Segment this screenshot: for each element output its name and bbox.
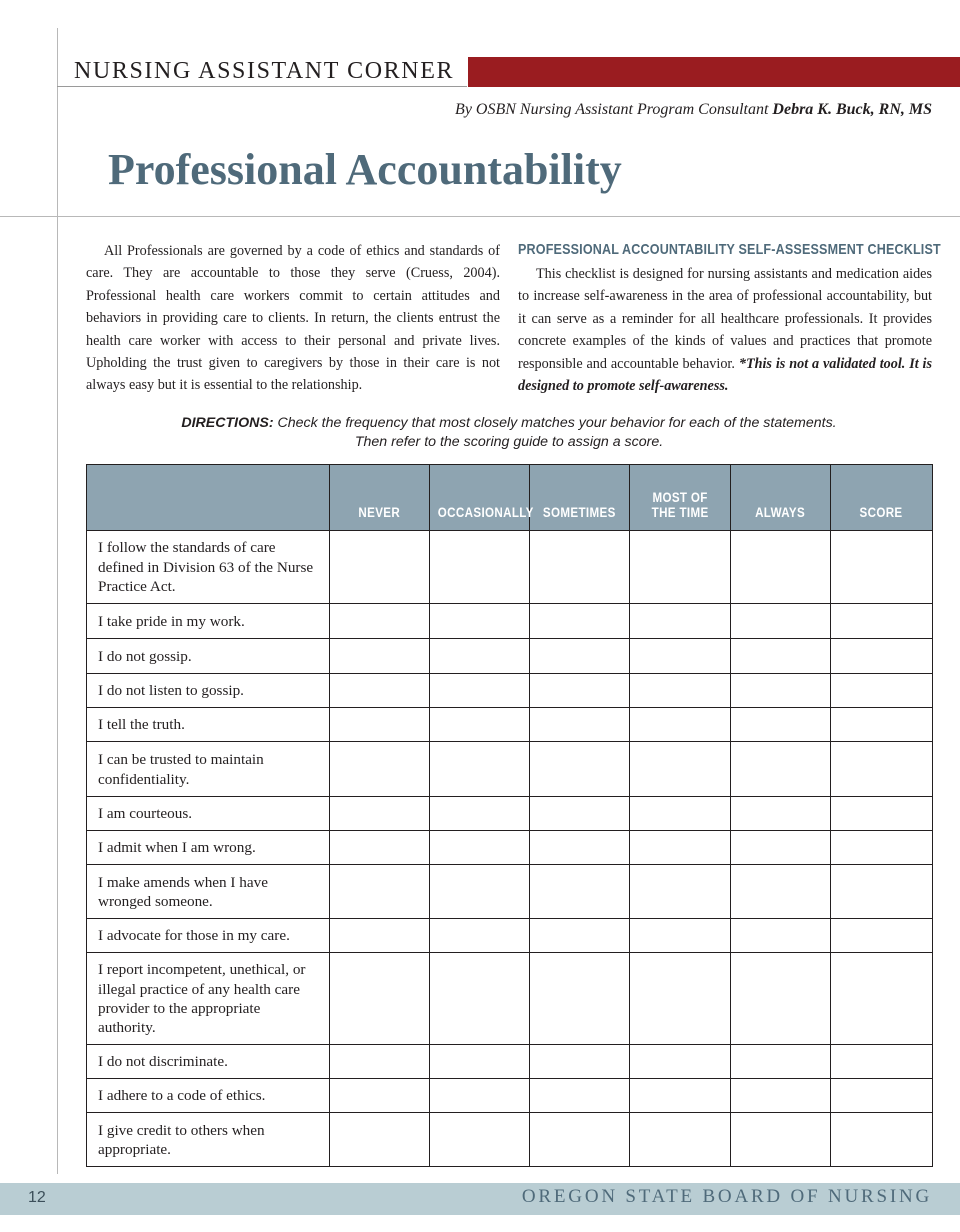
statement-cell: I do not discriminate. <box>87 1045 330 1079</box>
score-cell[interactable] <box>831 1079 933 1113</box>
score-cell[interactable] <box>831 953 933 1045</box>
header-divider <box>0 216 960 217</box>
frequency-cell-never[interactable] <box>330 708 430 742</box>
byline-prefix: By OSBN Nursing Assistant Program Consultant <box>455 101 769 118</box>
table-row <box>87 831 933 865</box>
table-row <box>87 742 933 797</box>
table-row <box>87 604 933 639</box>
frequency-cell-always[interactable] <box>731 953 831 1045</box>
statement-cell: I follow the standards of care defined in Division 63 of the Nurse Practice Act. <box>87 531 330 604</box>
header-score: SCORE <box>831 465 933 531</box>
checklist-description-text: This checklist is designed for nursing assistants and medication aides to increase self-awareness in the area of professional accountability, but it can serve as a reminder for all healthcare professionals. It provides concrete examples of the kinds of values and practices that promote responsible and accountable behavior. <box>518 266 932 372</box>
table-header-row <box>87 465 933 531</box>
directions-label: DIRECTIONS: <box>181 415 274 431</box>
frequency-cell-occasionally[interactable] <box>430 953 530 1045</box>
frequency-cell-never[interactable] <box>330 919 430 953</box>
frequency-cell-never[interactable] <box>330 639 430 674</box>
frequency-cell-always[interactable] <box>731 1079 831 1113</box>
statement-cell: I give credit to others when appropriate. <box>87 1113 330 1167</box>
frequency-cell-most-of-the-time[interactable] <box>630 639 731 674</box>
frequency-cell-never[interactable] <box>330 865 430 919</box>
frequency-cell-never[interactable] <box>330 1079 430 1113</box>
frequency-cell-always[interactable] <box>731 1113 831 1167</box>
frequency-cell-never[interactable] <box>330 831 430 865</box>
statement-cell: I do not gossip. <box>87 639 330 674</box>
frequency-cell-always[interactable] <box>731 639 831 674</box>
organization-name: OREGON STATE BOARD OF NURSING <box>521 1186 932 1207</box>
frequency-cell-occasionally[interactable] <box>430 919 530 953</box>
checklist-disclaimer: *This is not a validated tool. It is designed to promote self-awareness. <box>518 355 933 395</box>
frequency-cell-occasionally[interactable] <box>430 604 530 639</box>
frequency-cell-most-of-the-time[interactable] <box>630 531 731 604</box>
header-never: NEVER <box>330 465 430 531</box>
statement-cell: I am courteous. <box>87 797 330 831</box>
score-cell[interactable] <box>831 1045 933 1079</box>
frequency-cell-never[interactable] <box>330 742 430 797</box>
table-row <box>87 674 933 708</box>
frequency-cell-always[interactable] <box>731 531 831 604</box>
frequency-cell-most-of-the-time[interactable] <box>630 865 731 919</box>
table-row <box>87 639 933 674</box>
frequency-cell-most-of-the-time[interactable] <box>630 674 731 708</box>
section-label-underline <box>57 86 467 87</box>
frequency-cell-always[interactable] <box>731 604 831 639</box>
frequency-cell-sometimes[interactable] <box>530 1113 630 1167</box>
frequency-cell-always[interactable] <box>731 1045 831 1079</box>
frequency-cell-never[interactable] <box>330 1113 430 1167</box>
table-row <box>87 797 933 831</box>
byline <box>455 101 932 119</box>
header-statement-column <box>87 465 330 531</box>
byline-author: Debra K. Buck, RN, MS <box>772 101 932 118</box>
frequency-cell-sometimes[interactable] <box>530 639 630 674</box>
score-cell[interactable] <box>831 831 933 865</box>
self-assessment-table <box>86 464 933 1167</box>
directions <box>86 414 932 452</box>
frequency-cell-occasionally[interactable] <box>430 674 530 708</box>
frequency-cell-sometimes[interactable] <box>530 1079 630 1113</box>
frequency-cell-occasionally[interactable] <box>430 831 530 865</box>
header-sometimes: SOMETIMES <box>530 465 630 531</box>
score-cell[interactable] <box>831 708 933 742</box>
frequency-cell-occasionally[interactable] <box>430 1113 530 1167</box>
statement-cell: I adhere to a code of ethics. <box>87 1079 330 1113</box>
frequency-cell-most-of-the-time[interactable] <box>630 953 731 1045</box>
frequency-cell-always[interactable] <box>731 919 831 953</box>
frequency-cell-most-of-the-time[interactable] <box>630 742 731 797</box>
score-cell[interactable] <box>831 865 933 919</box>
frequency-cell-most-of-the-time[interactable] <box>630 1113 731 1167</box>
statement-cell: I tell the truth. <box>87 708 330 742</box>
score-cell[interactable] <box>831 531 933 604</box>
statement-cell: I take pride in my work. <box>87 604 330 639</box>
checklist-description <box>518 263 932 397</box>
page-title: Professional Accountability <box>108 145 622 194</box>
score-cell[interactable] <box>831 604 933 639</box>
table-row <box>87 1113 933 1167</box>
frequency-cell-always[interactable] <box>731 797 831 831</box>
frequency-cell-always[interactable] <box>731 674 831 708</box>
frequency-cell-sometimes[interactable] <box>530 531 630 604</box>
page-number: 12 <box>28 1189 46 1206</box>
checklist-heading: PROFESSIONAL ACCOUNTABILITY SELF-ASSESSMENT CHECKLIST <box>518 242 941 258</box>
header-always: ALWAYS <box>731 465 831 531</box>
table-row <box>87 1079 933 1113</box>
score-cell[interactable] <box>831 639 933 674</box>
accent-bar <box>468 57 960 87</box>
frequency-cell-sometimes[interactable] <box>530 953 630 1045</box>
header-occasionally: OCCASIONALLY <box>430 465 530 531</box>
frequency-cell-occasionally[interactable] <box>430 865 530 919</box>
frequency-cell-occasionally[interactable] <box>430 531 530 604</box>
frequency-cell-always[interactable] <box>731 708 831 742</box>
table-row <box>87 1045 933 1079</box>
score-cell[interactable] <box>831 742 933 797</box>
frequency-cell-sometimes[interactable] <box>530 919 630 953</box>
score-cell[interactable] <box>831 919 933 953</box>
directions-line-2: Then refer to the scoring guide to assign a score. <box>354 434 664 450</box>
frequency-cell-most-of-the-time[interactable] <box>630 604 731 639</box>
statement-cell: I report incompetent, unethical, or illegal practice of any health care provider to the appropriate authority. <box>87 953 330 1045</box>
frequency-cell-never[interactable] <box>330 1045 430 1079</box>
frequency-cell-sometimes[interactable] <box>530 797 630 831</box>
frequency-cell-sometimes[interactable] <box>530 708 630 742</box>
table-row <box>87 953 933 1045</box>
frequency-cell-sometimes[interactable] <box>530 604 630 639</box>
frequency-cell-occasionally[interactable] <box>430 742 530 797</box>
frequency-cell-occasionally[interactable] <box>430 639 530 674</box>
score-cell[interactable] <box>831 1113 933 1167</box>
frequency-cell-never[interactable] <box>330 953 430 1045</box>
statement-cell: I do not listen to gossip. <box>87 674 330 708</box>
frequency-cell-sometimes[interactable] <box>530 742 630 797</box>
statement-cell: I admit when I am wrong. <box>87 831 330 865</box>
score-cell[interactable] <box>831 797 933 831</box>
frequency-cell-occasionally[interactable] <box>430 1045 530 1079</box>
frequency-cell-most-of-the-time[interactable] <box>630 831 731 865</box>
table-row <box>87 865 933 919</box>
frequency-cell-most-of-the-time[interactable] <box>630 708 731 742</box>
statement-cell: I make amends when I have wronged someone. <box>87 865 330 919</box>
section-label: NURSING ASSISTANT CORNER <box>74 58 455 84</box>
frequency-cell-always[interactable] <box>731 742 831 797</box>
directions-line-1: Check the frequency that most closely matches your behavior for each of the statements. <box>277 415 837 431</box>
frequency-cell-most-of-the-time[interactable] <box>630 1045 731 1079</box>
frequency-cell-most-of-the-time[interactable] <box>630 919 731 953</box>
frequency-cell-always[interactable] <box>731 831 831 865</box>
table-row <box>87 708 933 742</box>
frequency-cell-always[interactable] <box>731 865 831 919</box>
left-margin-rule <box>57 28 58 1174</box>
table-row <box>87 531 933 604</box>
frequency-cell-occasionally[interactable] <box>430 797 530 831</box>
frequency-cell-never[interactable] <box>330 604 430 639</box>
frequency-cell-never[interactable] <box>330 797 430 831</box>
frequency-cell-occasionally[interactable] <box>430 1079 530 1113</box>
intro-paragraph: All Professionals are governed by a code of ethics and standards of care. They are accountable to those they serve (Cruess, 2004). Professional health care workers commit to certain attitudes and behaviors in providing care to clients. In return, the clients entrust the health care worker with access to their personal and private lives. Upholding the trust given to caregivers by those in their care is not always easy but it is essential to the relationship. <box>86 243 500 394</box>
statement-cell: I advocate for those in my care. <box>87 919 330 953</box>
frequency-cell-sometimes[interactable] <box>530 831 630 865</box>
frequency-cell-occasionally[interactable] <box>430 708 530 742</box>
frequency-cell-sometimes[interactable] <box>530 674 630 708</box>
frequency-cell-most-of-the-time[interactable] <box>630 1079 731 1113</box>
frequency-cell-sometimes[interactable] <box>530 865 630 919</box>
score-cell[interactable] <box>831 674 933 708</box>
header-most-of-the-time: MOST OF THE TIME <box>630 465 731 531</box>
frequency-cell-never[interactable] <box>330 674 430 708</box>
table-row <box>87 919 933 953</box>
frequency-cell-never[interactable] <box>330 531 430 604</box>
frequency-cell-sometimes[interactable] <box>530 1045 630 1079</box>
statement-cell: I can be trusted to maintain confidentiality. <box>87 742 330 797</box>
frequency-cell-most-of-the-time[interactable] <box>630 797 731 831</box>
